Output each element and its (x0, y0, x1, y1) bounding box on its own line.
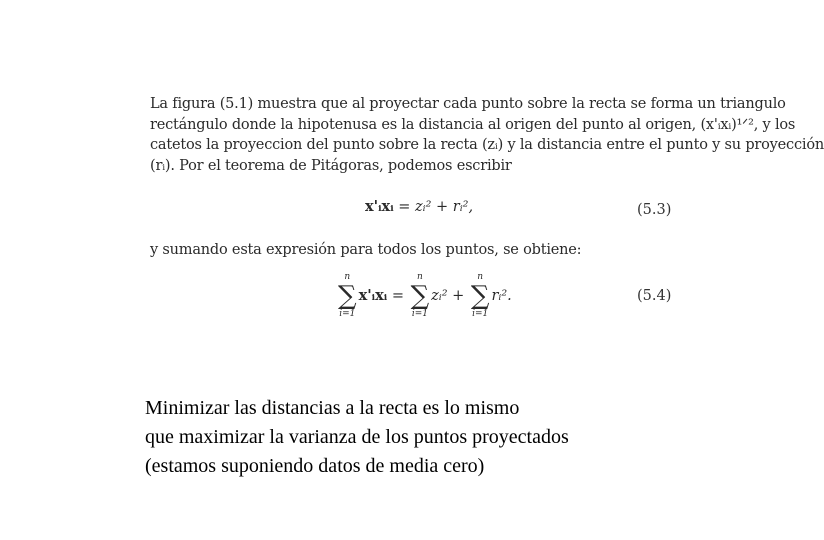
slide-caption (145, 394, 705, 481)
sum-lower-limit: i=1 (411, 309, 428, 319)
summation-1 (338, 272, 357, 320)
excerpt-line: catetos la proyeccion del punto sobre la recta (zᵢ) y la distancia entre el punto y su proyección (150, 137, 824, 153)
summation-2 (411, 272, 430, 320)
excerpt-line: La figura (5.1) muestra que al proyectar cada punto sobre la recta se forma un triangulo (150, 96, 786, 112)
sum-lower-limit: i=1 (339, 309, 356, 319)
equation-number-5-3: (5.3) (637, 202, 672, 218)
equation-lhs: x'ᵢxᵢ (365, 198, 394, 215)
sum-upper-limit: n (416, 272, 423, 282)
sum-lower-limit: i=1 (472, 309, 489, 319)
sum-upper-limit: n (344, 272, 351, 282)
caption-line: Minimizar las distancias a la recta es lo mismo (145, 397, 520, 419)
caption-line: que maximizar la varianza de los puntos proyectados (145, 426, 569, 448)
equals-sign: = (391, 288, 404, 304)
equation-5-3 (365, 198, 473, 215)
excerpt-paragraph-2: y sumando esta expresión para todos los puntos, se obtiene: (150, 242, 582, 258)
excerpt-line: (rᵢ). Por el teorema de Pitágoras, podemos escribir (150, 157, 512, 174)
sigma-symbol: ∑ (410, 281, 430, 311)
sigma-symbol: ∑ (338, 281, 357, 311)
sigma-symbol: ∑ (470, 281, 490, 311)
plus-sign: + (452, 288, 465, 304)
sum-term-1: x'ᵢxᵢ (358, 287, 388, 304)
summation-3 (471, 272, 490, 320)
sum-term-2: zᵢ² (431, 288, 448, 304)
equation-rhs: = zᵢ² + rᵢ², (398, 199, 474, 215)
caption-line: (estamos suponiendo datos de media cero) (145, 455, 485, 477)
equation-number-5-4: (5.4) (637, 288, 672, 304)
excerpt-paragraph-1 (150, 94, 824, 176)
sum-term-3: rᵢ². (491, 288, 512, 304)
equation-5-4 (336, 272, 512, 320)
excerpt-line: rectángulo donde la hipotenusa es la distancia al origen del punto al origen, (x'ᵢxᵢ)¹ᐟ², y los (150, 116, 796, 133)
sum-upper-limit: n (477, 272, 484, 282)
book-excerpt-image (150, 92, 824, 332)
